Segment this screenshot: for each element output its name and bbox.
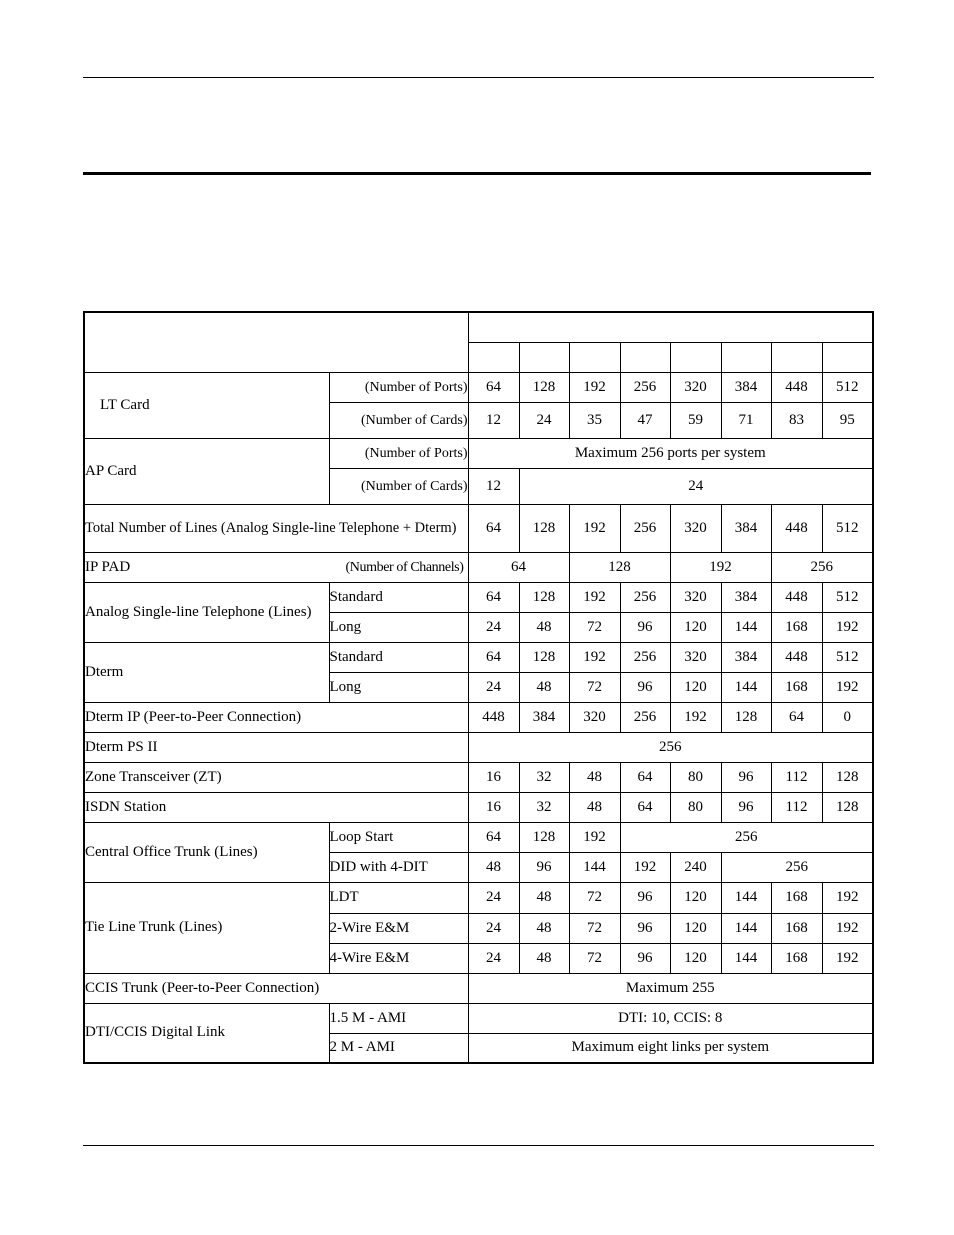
row-label: CCIS Trunk (Peer-to-Peer Connection) [84,973,468,1003]
table-cell: 144 [721,882,771,913]
table-cell: 48 [519,913,569,943]
table-row [84,642,873,672]
table-cell: 120 [670,882,721,913]
table-cell: 144 [721,672,771,702]
table-cell: 64 [468,552,569,582]
table-cell: 192 [569,582,620,612]
table-row [84,762,873,792]
table-cell: 192 [569,822,620,852]
table-cell: 24 [468,943,519,973]
table-cell: 35 [569,402,620,438]
table-cell: Maximum eight links per system [468,1033,873,1063]
sub-label: Loop Start [329,822,468,852]
table-cell: 128 [519,582,569,612]
table-cell: 72 [569,913,620,943]
table-cell: 144 [721,913,771,943]
table-cell: 59 [670,402,721,438]
table-cell: 256 [620,642,670,672]
table-row [84,552,873,582]
table-cell: 448 [771,504,822,552]
table-cell: 64 [771,702,822,732]
table-cell: 256 [620,822,873,852]
table-cell: 448 [771,642,822,672]
table-cell: 96 [721,762,771,792]
table-cell: 128 [519,642,569,672]
row-label-text: IP PAD [85,558,131,575]
table-row [84,504,873,552]
table-cell: 64 [468,372,519,402]
table-cell: 256 [771,552,873,582]
table-cell: 128 [519,372,569,402]
table-cell: 24 [468,882,519,913]
table-cell: 64 [468,642,519,672]
row-label: LT Card [84,372,329,438]
table-cell: 448 [468,702,519,732]
table-cell: 168 [771,913,822,943]
table-cell: 192 [569,372,620,402]
row-label [84,552,468,582]
table-cell: 144 [569,852,620,882]
table-cell: 72 [569,612,620,642]
table-cell: 64 [620,792,670,822]
header-blank-cell [519,342,569,372]
table-cell: 128 [519,504,569,552]
table-cell: 48 [519,882,569,913]
table-cell: 384 [519,702,569,732]
header-blank-cell [771,342,822,372]
table-cell: 128 [721,702,771,732]
sub-label: 4-Wire E&M [329,943,468,973]
table-cell: 48 [519,672,569,702]
table-cell: 128 [822,792,873,822]
unit-label: (Number of Cards) [329,468,468,504]
table-cell: 83 [771,402,822,438]
table-row [84,882,873,913]
table-cell: 512 [822,372,873,402]
table-cell: 24 [519,468,873,504]
table-cell: 320 [670,642,721,672]
row-label: DTI/CCIS Digital Link [84,1003,329,1063]
footer-rule [83,1145,874,1146]
table-cell: 0 [822,702,873,732]
table-cell: 192 [822,943,873,973]
table-cell: 95 [822,402,873,438]
table-row [84,822,873,852]
row-label: Dterm PS II [84,732,468,762]
table-row [84,438,873,468]
table-cell: 64 [620,762,670,792]
table-cell: 256 [620,504,670,552]
table-cell: 32 [519,792,569,822]
table-cell: 192 [670,702,721,732]
table-cell: 128 [519,822,569,852]
unit-label: (Number of Ports) [329,438,468,468]
table-cell: 512 [822,504,873,552]
table-cell: 47 [620,402,670,438]
table-cell: 48 [569,762,620,792]
table-cell: 72 [569,943,620,973]
header-blank-cell [84,312,468,372]
table-cell: 144 [721,612,771,642]
table-cell: 168 [771,943,822,973]
table-cell: 120 [670,943,721,973]
header-blank-cell [468,312,873,342]
table-cell: 96 [620,882,670,913]
table-cell: 320 [670,372,721,402]
table-cell: 192 [569,504,620,552]
header-blank-cell [569,342,620,372]
row-label: Dterm [84,642,329,702]
table-cell: 120 [670,612,721,642]
unit-label: (Number of Channels) [345,559,464,575]
table-cell: 64 [468,504,519,552]
header-rule [83,77,874,78]
table-row [84,372,873,402]
sub-label: 2 M - AMI [329,1033,468,1063]
table-cell: 96 [620,612,670,642]
table-cell: 120 [670,672,721,702]
table-cell: 48 [519,612,569,642]
table-cell: 48 [468,852,519,882]
table-cell: 24 [468,612,519,642]
table-cell: 64 [468,582,519,612]
table-cell: 24 [468,913,519,943]
header-blank-cell [822,342,873,372]
table-cell: 448 [771,582,822,612]
sub-label: 1.5 M - AMI [329,1003,468,1033]
table-cell: 320 [670,504,721,552]
table-cell: 192 [670,552,771,582]
table-cell: 192 [822,913,873,943]
row-label: Tie Line Trunk (Lines) [84,882,329,973]
header-blank-cell [721,342,771,372]
row-label: Total Number of Lines (Analog Single-line Telephone + Dterm) [84,504,468,552]
table-cell: 256 [620,702,670,732]
table-cell: 12 [468,402,519,438]
table-cell: 72 [569,882,620,913]
table-cell: 112 [771,792,822,822]
table-cell: 192 [620,852,670,882]
table-cell: 448 [771,372,822,402]
table-cell: 384 [721,504,771,552]
sub-label: Standard [329,582,468,612]
table-header-row [84,312,873,342]
table-row [84,973,873,1003]
sub-label: Standard [329,642,468,672]
table-cell: 128 [822,762,873,792]
table-cell: 80 [670,792,721,822]
table-cell: Maximum 256 ports per system [468,438,873,468]
row-label: ISDN Station [84,792,468,822]
table-cell: DTI: 10, CCIS: 8 [468,1003,873,1033]
table-row [84,702,873,732]
table-cell: 120 [670,913,721,943]
table-row [84,792,873,822]
table-row [84,732,873,762]
header-blank-cell [620,342,670,372]
row-label: Central Office Trunk (Lines) [84,822,329,882]
table-cell: 96 [721,792,771,822]
system-capacity-table [83,311,874,1064]
header-blank-cell [468,342,519,372]
sub-label: 2-Wire E&M [329,913,468,943]
sub-label: Long [329,612,468,642]
table-cell: 192 [822,612,873,642]
unit-label: (Number of Ports) [329,372,468,402]
row-label: Analog Single-line Telephone (Lines) [84,582,329,642]
sub-label: DID with 4-DIT [329,852,468,882]
table-cell: 16 [468,762,519,792]
table-cell: 384 [721,582,771,612]
table-cell: 48 [519,943,569,973]
table-cell: 48 [569,792,620,822]
table-cell: 96 [620,913,670,943]
row-label: AP Card [84,438,329,504]
table-cell: 16 [468,792,519,822]
table-cell: 256 [620,582,670,612]
table-cell: 64 [468,822,519,852]
table-cell: 144 [721,943,771,973]
table-cell: 24 [519,402,569,438]
sub-label: LDT [329,882,468,913]
table-cell: 512 [822,582,873,612]
table-cell: 96 [620,943,670,973]
table-cell: 32 [519,762,569,792]
table-cell: Maximum 255 [468,973,873,1003]
table-cell: 71 [721,402,771,438]
table-cell: 256 [468,732,873,762]
table-cell: 112 [771,762,822,792]
table-cell: 320 [569,702,620,732]
table-row [84,582,873,612]
table-cell: 256 [620,372,670,402]
sub-label: Long [329,672,468,702]
unit-label: (Number of Cards) [329,402,468,438]
section-divider [83,172,871,175]
table-cell: 512 [822,642,873,672]
table-cell: 168 [771,612,822,642]
row-label: Zone Transceiver (ZT) [84,762,468,792]
table-cell: 24 [468,672,519,702]
row-label: Dterm IP (Peer-to-Peer Connection) [84,702,468,732]
table-cell: 12 [468,468,519,504]
table-cell: 96 [519,852,569,882]
header-blank-cell [670,342,721,372]
table-cell: 80 [670,762,721,792]
table-cell: 128 [569,552,670,582]
table-row [84,1003,873,1033]
table-cell: 192 [569,642,620,672]
table-cell: 96 [620,672,670,702]
table-cell: 256 [721,852,873,882]
table-cell: 168 [771,672,822,702]
table-cell: 320 [670,582,721,612]
table-cell: 192 [822,672,873,702]
table-cell: 192 [822,882,873,913]
table-cell: 168 [771,882,822,913]
table-cell: 384 [721,642,771,672]
table-cell: 72 [569,672,620,702]
table-cell: 240 [670,852,721,882]
table-cell: 384 [721,372,771,402]
